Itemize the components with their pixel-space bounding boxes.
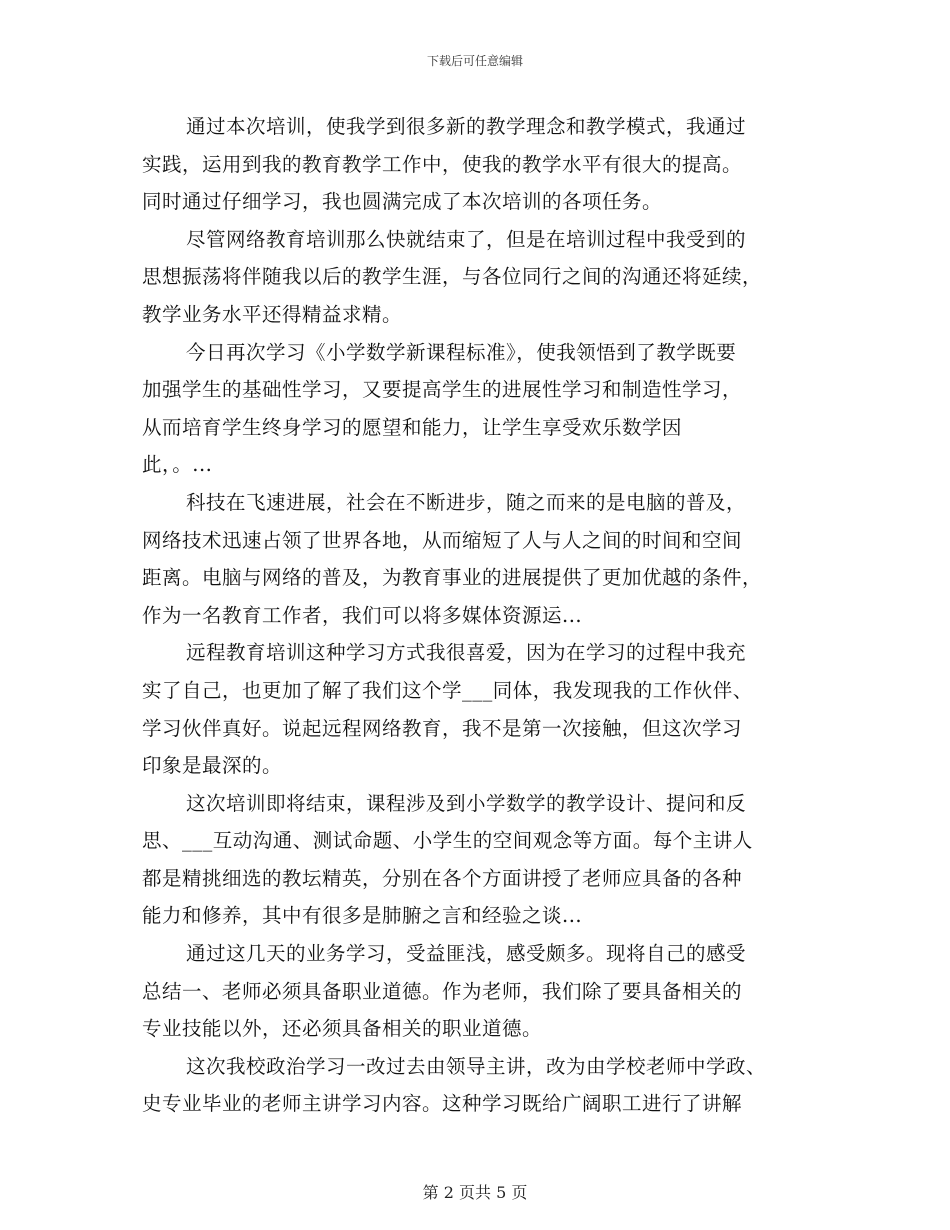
- paragraph-line: 实践，运用到我的教育教学工作中，使我的教学水平有很大的提高。: [142, 152, 743, 176]
- page-header: 下载后可任意编辑: [426, 54, 523, 68]
- paragraph-line: 总结一、老师必须具备职业道德。作为老师，我们除了要具备相关的: [142, 979, 743, 1003]
- paragraph-line: 史专业毕业的老师主讲学习内容。这种学习既给广阔职工进行了讲解: [142, 1092, 743, 1116]
- paragraph-line: 都是精挑细选的教坛精英，分别在各个方面讲授了老师应具备的各种: [142, 866, 743, 890]
- paragraph-line: 远程教育培训这种学习方式我很喜爱，因为在学习的过程中我充: [186, 641, 747, 665]
- document-body: [142, 108, 812, 1123]
- paragraph-line: 尽管网络教育培训那么快就结束了，但是在培训过程中我受到的: [186, 227, 747, 251]
- paragraph-line: 通过这几天的业务学习，受益匪浅，感受颇多。现将自己的感受: [186, 942, 747, 966]
- paragraph-line: 这次我校政治学习一改过去由领导主讲，改为由学校老师中学政、: [186, 1054, 767, 1078]
- paragraph-line: 思想振荡将伴随我以后的教学生涯，与各位同行之间的沟通还将延续，: [142, 265, 763, 289]
- paragraph-line: 加强学生的基础性学习，又要提高学生的进展性学习和制造性学习，: [142, 378, 743, 402]
- paragraph-line: 能力和修养，其中有很多是肺腑之言和经验之谈...: [142, 904, 583, 928]
- paragraph-line: 从而培育学生终身学习的愿望和能力，让学生享受欢乐数学因: [142, 415, 683, 439]
- page-footer: 第 2 页共 5 页: [422, 1183, 528, 1202]
- paragraph-line: 专业技能以外，还必须具备相关的职业道德。: [142, 1017, 543, 1041]
- paragraph-line: 思、___互动沟通、测试命题、小学生的空间观念等方面。每个主讲人: [142, 829, 753, 853]
- paragraph-line: 今日再次学习《小学数学新课程标准》，使我领悟到了教学既要: [186, 340, 737, 364]
- paragraph-line: 实了自己，也更加了解了我们这个学___同体，我发现我的工作伙伴、: [142, 678, 753, 702]
- paragraph-line: 这次培训即将结束，课程涉及到小学数学的教学设计、提问和反: [186, 791, 747, 815]
- paragraph-line: 科技在飞速进展，社会在不断进步，随之而来的是电脑的普及，: [186, 490, 747, 514]
- paragraph-line: 通过本次培训，使我学到很多新的教学理念和教学模式，我通过: [186, 115, 747, 138]
- paragraph-line: 距离。电脑与网络的普及，为教育事业的进展提供了更加优越的条件，: [142, 566, 763, 590]
- paragraph-line: 网络技术迅速占领了世界各地，从而缩短了人与人之间的时间和空间: [142, 528, 743, 552]
- paragraph-line: 此，。...: [142, 453, 213, 477]
- paragraph-line: 作为一名教育工作者，我们可以将多媒体资源运...: [142, 603, 583, 627]
- paragraph-line: 教学业务水平还得精益求精。: [142, 302, 403, 326]
- paragraph-line: 印象是最深的。: [142, 754, 283, 778]
- paragraph-line: 学习伙伴真好。说起远程网络教育，我不是第一次接触，但这次学习: [142, 716, 743, 740]
- paragraph-line: 同时通过仔细学习，我也圆满完成了本次培训的各项任务。: [142, 190, 663, 214]
